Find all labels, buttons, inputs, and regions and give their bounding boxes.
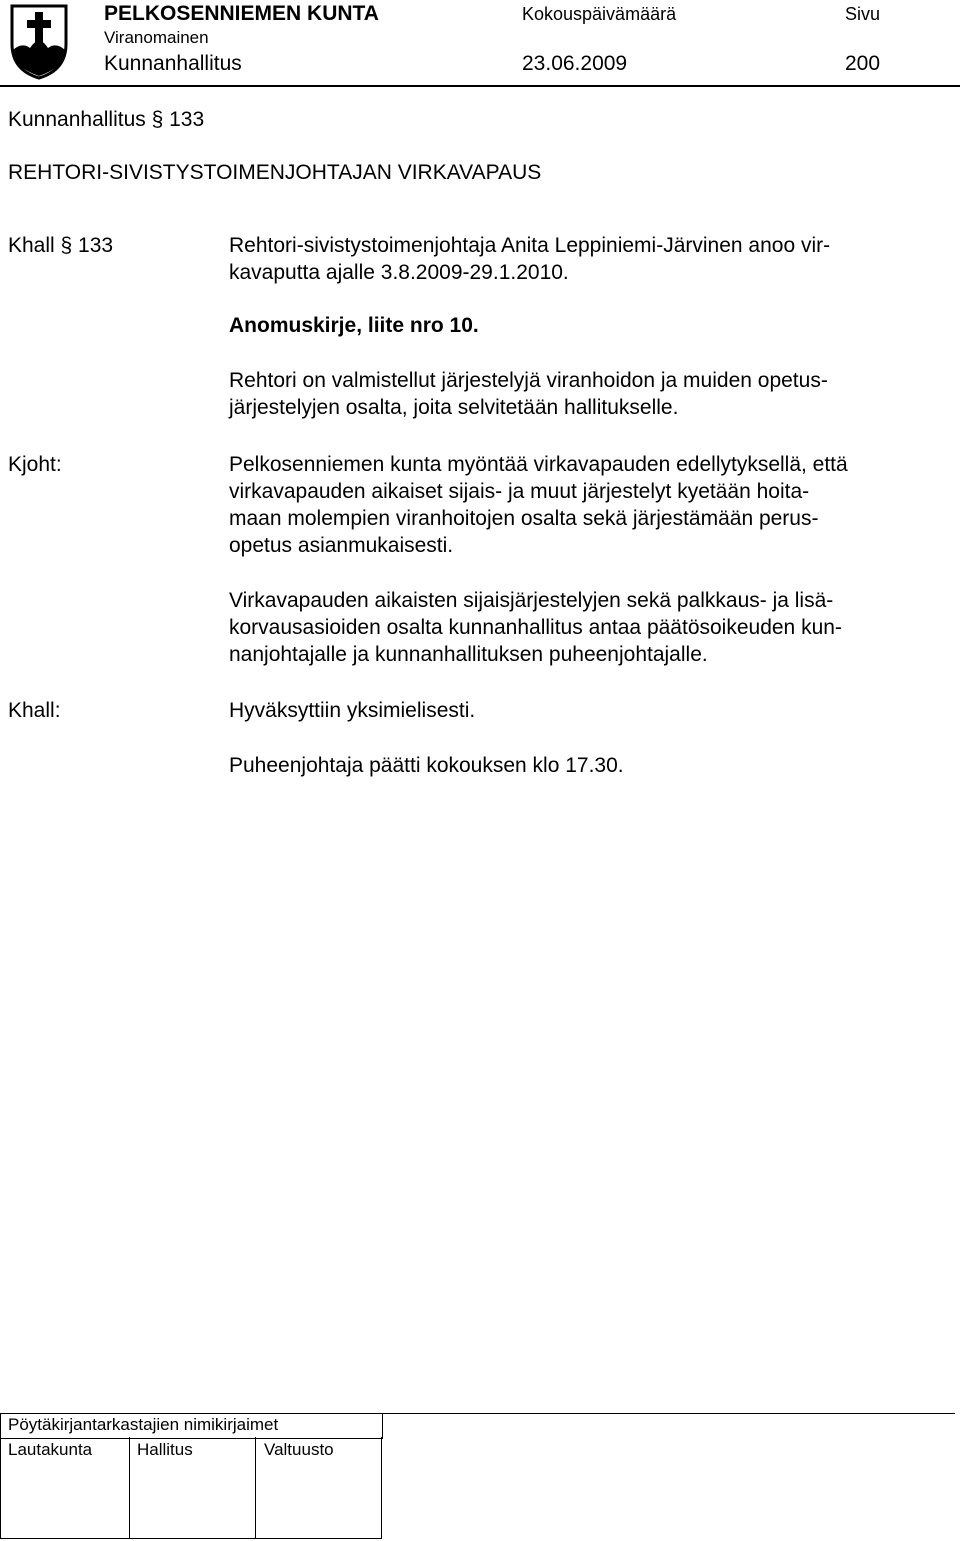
label-khall: Khall: — [8, 699, 61, 722]
organization-name: PELKOSENNIEMEN KUNTA — [104, 2, 379, 25]
paragraph-decision-authority — [229, 587, 949, 668]
text-line: Pelkosenniemen kunta myöntää virkavapauden edellytyksellä, että — [229, 453, 848, 476]
section-reference: Kunnanhallitus § 133 — [8, 108, 205, 131]
text-line: virkavapauden aikaiset sijais- ja muut järjestelyt kyetään hoita- — [229, 480, 810, 503]
paragraph-approval — [229, 697, 949, 724]
page-label: Sivu — [845, 4, 881, 24]
header-divider — [0, 85, 960, 87]
text-line: korvausasioiden osalta kunnanhallitus antaa päätösoikeuden kun- — [229, 616, 842, 639]
text-line: opetus asianmukaisesti. — [229, 534, 454, 557]
text-line: Rehtori-sivistystoimenjohtaja Anita Leppiniemi-Järvinen anoo vir- — [229, 234, 831, 257]
footer-top-rule — [381, 1413, 955, 1414]
label-khall-133: Khall § 133 — [8, 234, 114, 257]
meeting-date: 23.06.2009 — [522, 52, 628, 75]
text-line: Virkavapauden aikaisten sijaisjärjestelyjen sekä palkkaus- ja lisä- — [229, 589, 834, 612]
text-line: Anomuskirje, liite nro 10. — [229, 314, 479, 337]
authority-label: Viranomainen — [104, 28, 209, 47]
text-line: maan molempien viranhoitojen osalta sekä järjestämään perus- — [229, 507, 819, 530]
paragraph-closing — [229, 752, 949, 779]
paragraph-proposal — [229, 451, 949, 559]
page-number: 200 — [845, 52, 881, 75]
paragraph-arrangements — [229, 367, 949, 421]
footer-label-valtuusto: Valtuusto — [264, 1440, 334, 1459]
footer-label-lautakunta: Lautakunta — [8, 1440, 93, 1459]
text-line: Rehtori on valmistellut järjestelyjä viranhoidon ja muiden opetus- — [229, 369, 828, 392]
page-title: REHTORI-SIVISTYSTOIMENJOHTAJAN VIRKAVAPAUS — [8, 161, 542, 184]
paragraph-application — [229, 232, 949, 286]
text-line: kavaputta ajalle 3.8.2009-29.1.2010. — [229, 261, 569, 284]
authority: Kunnanhallitus — [104, 52, 242, 75]
text-line: nanjohtajalle ja kunnanhallituksen puheenjohtajalle. — [229, 643, 708, 666]
footer-label-hallitus: Hallitus — [137, 1440, 193, 1459]
label-kjoht: Kjoht: — [8, 453, 62, 476]
footer-title: Pöytäkirjantarkastajien nimikirjaimet — [8, 1415, 279, 1434]
date-label: Kokouspäivämäärä — [522, 4, 677, 24]
text-line: järjestelyjen osalta, joita selvitetään hallitukselle. — [229, 396, 679, 419]
coat-of-arms-icon — [10, 4, 68, 80]
text-line: Hyväksyttiin yksimielisesti. — [229, 699, 476, 722]
paragraph-attachment — [229, 312, 949, 339]
text-line: Puheenjohtaja päätti kokouksen klo 17.30. — [229, 754, 624, 777]
